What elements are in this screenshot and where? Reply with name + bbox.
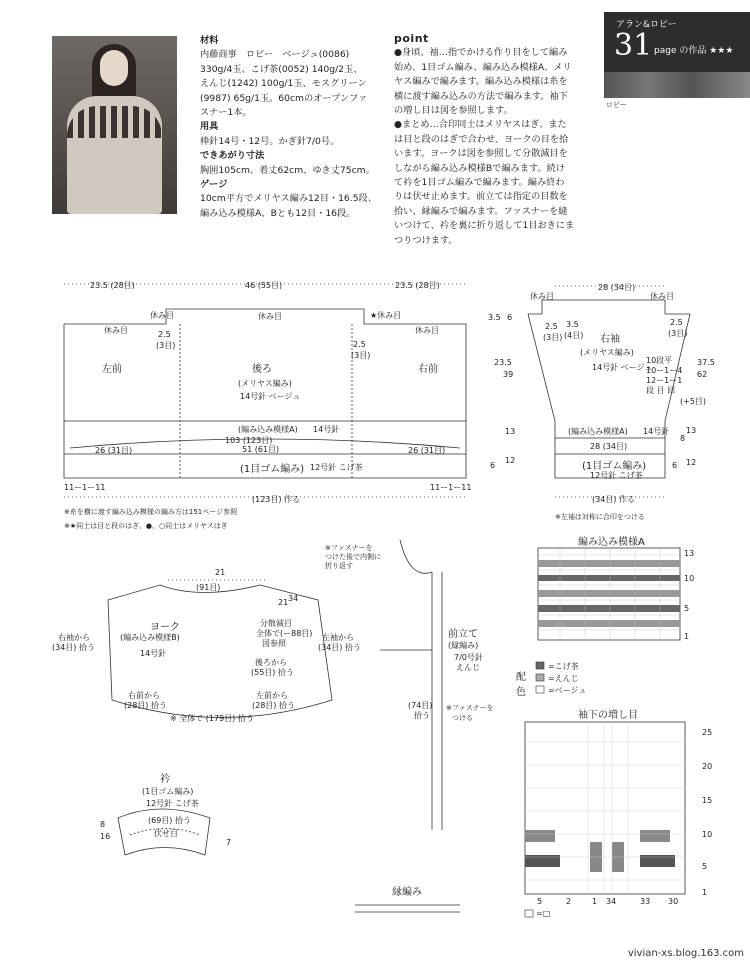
sleeve-dim-3-5: 3.5 <box>566 320 579 329</box>
collar-bind: 伏せ目 <box>154 829 178 838</box>
body-rib: (1目ゴム編み) <box>240 464 305 475</box>
point-line: て衿を1目ゴム編みで編みます。編み終わ <box>394 177 565 189</box>
band-note: ※ファスナーを <box>325 544 373 552</box>
chart-a-row: 1 <box>684 632 690 641</box>
increase-row: 20 <box>702 762 713 771</box>
increase-chart-grid <box>525 722 685 894</box>
body-pattern-needle: 14号針 <box>313 425 340 434</box>
materials-line: スナー1本。 <box>200 107 252 119</box>
body-width-mid: 46 (55目) <box>245 281 283 290</box>
yoke-from-left-sleeve: (34目) 拾う <box>318 643 361 652</box>
right-front-label: 右前 <box>418 364 438 375</box>
increase-col: 33 <box>640 897 651 906</box>
collar-h8: 8 <box>100 820 106 829</box>
brand-label: アラン&ロビー <box>616 20 677 30</box>
yoke-stitch: (編み込み模様B) <box>120 633 180 642</box>
point-line: ヤス編みで編みます。編み込み模様は糸を <box>394 76 568 88</box>
color-legend: =こげ茶 <box>548 662 579 671</box>
chart-a-row: 10 <box>684 574 695 583</box>
materials-line: えんじ(1242) 100g/1玉、モスグリーン <box>200 78 367 90</box>
increase-col: 2 <box>566 897 572 906</box>
body-rib-needle: 12号針 こげ茶 <box>310 463 363 472</box>
sleeve-h-8: 8 <box>680 434 686 443</box>
left-front-label: 左前 <box>102 364 122 375</box>
yoke-from-lf: (28目) 拾う <box>252 701 295 710</box>
increase-col: 30 <box>668 897 679 906</box>
materials-line: 内藤商事 ロビー ベージュ(0086) <box>200 49 350 61</box>
collar-needle: 12号針 こげ茶 <box>146 799 199 808</box>
height-39: 39 <box>503 370 514 379</box>
body-width-26-right: 26 (31目) <box>408 446 446 455</box>
yoke-h21: 21 <box>278 598 289 607</box>
body-width-right: 23.5 (28目) <box>395 281 440 290</box>
yoke-needle: 14号針 <box>140 649 167 658</box>
band-title: 前立て <box>448 629 478 640</box>
increase-row: 1 <box>702 888 708 897</box>
point-line: 始め、1目ゴム編み、編み込み模様A、メリ <box>394 61 572 73</box>
collar-h7: 7 <box>226 838 232 847</box>
band-stitch: (縁編み) <box>448 641 479 650</box>
yoke-from-right-sleeve: 右袖から <box>58 633 90 642</box>
increase-col: 1 <box>592 897 598 906</box>
collar-pick: (69目) 拾う <box>148 816 191 825</box>
sleeve-rib: (1目ゴム編み) <box>582 461 647 472</box>
yoke-w21: 21 <box>215 568 226 577</box>
dim-3-stitches: (3目) <box>156 341 176 350</box>
yoke-total: ※ 全体で (179目) 拾う <box>170 714 254 723</box>
yoke-from-rf: (28目) 拾う <box>124 701 167 710</box>
body-note-2: ※★同士は目と段のはぎ、●、○同士はメリヤスはぎ <box>64 522 228 530</box>
band-note: つけた後で内側に <box>325 553 381 561</box>
point-line: いつけて、衿を裏に折り返して1目おきにま <box>394 220 575 232</box>
band-color: えんじ <box>456 663 480 672</box>
back-label: 後ろ <box>252 364 272 375</box>
point-line: 横に渡す編み込みの方法で編みます。袖下 <box>394 90 568 102</box>
sleeve-dim-2-5-r: 2.5 <box>670 318 683 327</box>
sleeve-h-37-5: 37.5 <box>697 358 715 367</box>
sleeve-inc: 12ー1ー1 <box>646 376 683 385</box>
yoke-from-right-sleeve: (34目) 拾う <box>52 643 95 652</box>
increase-row: 15 <box>702 796 713 805</box>
sleeve-width-top: 28 (34目) <box>598 283 636 292</box>
point-line: つりつけます。 <box>394 234 458 246</box>
band-pick: 拾う <box>414 711 430 720</box>
yoke-top: (91目) <box>196 583 221 592</box>
point-line: います。ヨークは図を参照して分散減目を <box>394 148 568 160</box>
edging-title: 縁編み <box>392 887 422 898</box>
body-width-26-left: 26 (31目) <box>95 446 133 455</box>
yoke-dec: 全体で(ー88目) <box>256 629 313 638</box>
watermark: vivian-xs.blog.163.com <box>627 948 744 959</box>
body-width-left: 23.5 (28目) <box>90 281 135 290</box>
point-line: しながら編み込み模様Bで編みます。続け <box>394 162 565 174</box>
back-needle: 14号針 ベージュ <box>240 392 301 401</box>
yoke-from-back: (55目) 拾う <box>251 668 294 677</box>
gauge-line: 編み込み模様A、Bとも12目・16段。 <box>200 207 356 219</box>
rest-stitch-left: 休み目 <box>150 311 174 320</box>
increase-row: 10 <box>702 830 713 839</box>
yoke-from-rf: 右前から <box>128 691 160 700</box>
color-legend: =ベージュ <box>548 686 587 695</box>
sleeve-stitch: (メリヤス編み) <box>580 348 634 357</box>
sleeve-h-12: 12 <box>686 458 697 467</box>
increase-chart-title: 袖下の増し目 <box>578 710 638 721</box>
needle-title: 用具 <box>200 121 219 133</box>
increase-row: 25 <box>702 728 713 737</box>
point-line: の増し目は図を参照します。 <box>394 105 513 117</box>
sleeve-dim-2-5: 2.5 <box>545 322 558 331</box>
gauge-title: ゲージ <box>200 179 228 191</box>
yoke-from-lf: 左前から <box>256 691 288 700</box>
body-note-1: ※糸を横に渡す編み込み模様の編み方は151ページ参照 <box>64 508 238 516</box>
band-pick: (74目) <box>408 701 433 710</box>
dim-3-stitches: (3目) <box>351 351 371 360</box>
body-width-51: 51 (61目) <box>242 445 280 454</box>
sleeve-pattern: (編み込み模様A) <box>568 427 628 436</box>
point-line: ●身頃、袖…指でかける作り目をして編み <box>394 47 568 59</box>
collar-title: 衿 <box>160 774 170 785</box>
needle-text: 棒針14号・12号。かぎ針7/0号。 <box>200 135 340 147</box>
rest-stitch-rf: 休み目 <box>415 326 439 335</box>
increase-legend: =□ <box>536 909 551 918</box>
sleeve-note: ※左袖は対称に合印をつける <box>555 513 645 521</box>
gauge-line: 10cm平方でメリヤス編み12目・16.5段、 <box>200 193 377 205</box>
rest-stitch-star: ★休み目 <box>370 311 402 320</box>
chart-a-title: 編み込み模様A <box>578 537 645 548</box>
sleeve-rest-right: 休み目 <box>650 292 674 301</box>
collar-stitch: (1目ゴム編み) <box>142 787 194 796</box>
sleeve-rib-needle: 12号針 こげ茶 <box>590 471 643 480</box>
chart-a-row: 13 <box>684 549 695 558</box>
sleeve-inc: 10ー1ー4 <box>646 366 683 375</box>
sleeve-title: 右袖 <box>600 334 620 345</box>
point-line: ●まとめ…合印同士はメリヤスはぎ、また <box>394 119 567 131</box>
page-label: page の作品 ★★★ <box>654 46 734 56</box>
point-line: りは伏せ止めます。前立ては指定の目数を <box>394 191 568 203</box>
sleeve-dim-4: (4目) <box>564 331 584 340</box>
band-needle: 7/0号針 <box>454 653 483 662</box>
sleeve-plus5: (+5目) <box>680 397 707 406</box>
point-title: point <box>394 32 429 45</box>
sleeve-cast-on: (34目) 作る <box>592 495 635 504</box>
yoke-dec: 図参照 <box>262 639 286 648</box>
size-title: できあがり寸法 <box>200 150 265 162</box>
increase-col: 34 <box>606 897 617 906</box>
point-line: 拾い、縁編みで編みます。ファスナーを縫 <box>394 205 568 217</box>
increase-col: 5 <box>537 897 543 906</box>
body-width-103: 103 (123目) <box>225 436 273 445</box>
body-pattern: (編み込み模様A) <box>238 425 298 434</box>
collar-h16: 16 <box>100 832 111 841</box>
back-stitch: (メリヤス編み) <box>238 379 292 388</box>
color-legend-title: 配色 <box>516 672 526 698</box>
sleeve-dim-3: (3目) <box>543 333 563 342</box>
sleeve-inc: 段 目 回 <box>646 386 676 395</box>
color-legend: =えんじ <box>548 674 579 683</box>
height-12: 12 <box>505 456 516 465</box>
rest-stitch-back: 休み目 <box>258 312 282 321</box>
sleeve-width-28: 28 (34目) <box>590 442 628 451</box>
height-13: 13 <box>505 427 516 436</box>
sleeve-h-62: 62 <box>697 370 708 379</box>
yoke-h34: 34 <box>288 594 299 603</box>
materials-line: (9987) 65g/1玉。60cmのオープンファ <box>200 92 368 104</box>
body-marks-right: 11ー1ー11 <box>430 483 472 492</box>
materials-line: 330g/4玉、こげ茶(0052) 140g/2玉、 <box>200 63 363 75</box>
body-cast-on: (123目) 作る <box>252 495 301 504</box>
height-23-5: 23.5 <box>494 358 512 367</box>
yoke-from-back: 後ろから <box>255 658 287 667</box>
yoke-title: ヨーク <box>150 622 180 633</box>
height-6: 6 <box>507 313 513 322</box>
yoke-dec: 分散減目 <box>260 619 292 628</box>
dim-2-5: 2.5 <box>353 340 366 349</box>
rest-stitch-lf: 休み目 <box>104 326 128 335</box>
point-line: は目と段のはぎで合わせ、ヨークの目を拾 <box>394 133 569 145</box>
sleeve-h-6: 6 <box>672 461 678 470</box>
increase-row: 5 <box>702 862 708 871</box>
band-note: 折り返す <box>325 562 353 570</box>
band-note-mid: ※ファスナーを <box>446 704 494 712</box>
height-6b: 6 <box>490 461 496 470</box>
sleeve-pattern-needle: 14号針 <box>643 427 670 436</box>
sleeve-rest-left: 休み目 <box>530 292 554 301</box>
yoke-from-left-sleeve: 左袖から <box>322 633 354 642</box>
chart-a-row: 5 <box>684 604 690 613</box>
materials-title: 材料 <box>200 35 219 46</box>
dim-2-5: 2.5 <box>158 330 171 339</box>
height-3-5: 3.5 <box>488 313 501 322</box>
size-text: 胸囲105cm、着丈62cm、ゆき丈75cm。 <box>200 164 375 176</box>
band-note-mid: つける <box>452 714 473 722</box>
yarn-label: ロビー <box>606 101 627 109</box>
sleeve-dim-3-r: (3目) <box>668 329 688 338</box>
pattern-number: 31 <box>614 28 653 63</box>
sleeve-inc: 10段平 <box>646 356 673 365</box>
sleeve-h-13: 13 <box>686 426 697 435</box>
sleeve-needle: 14号針 ベージュ <box>592 363 653 372</box>
body-marks-left: 11ー1ー11 <box>64 483 106 492</box>
